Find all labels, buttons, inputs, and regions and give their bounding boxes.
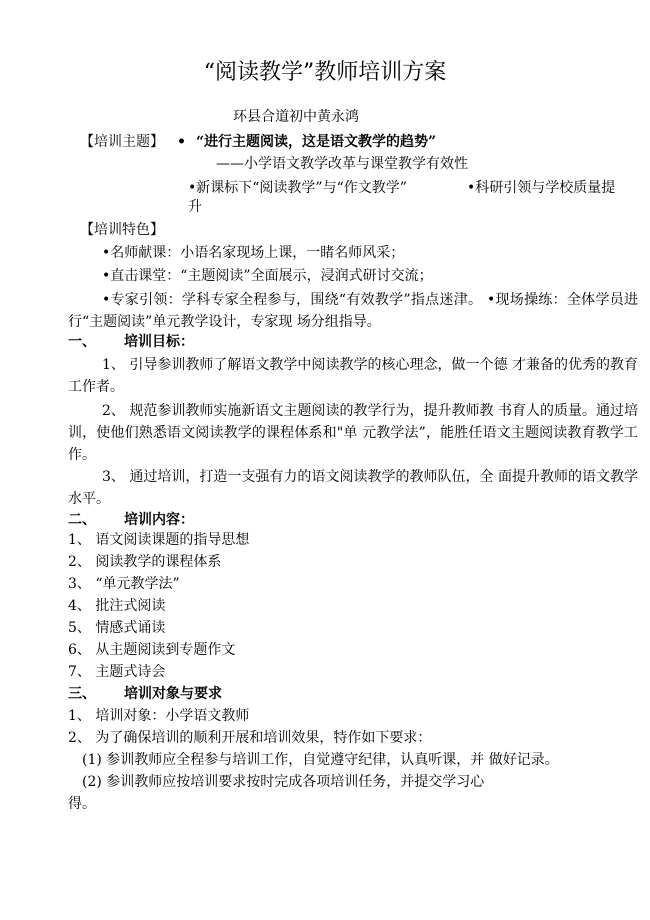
targets-number: 三、 xyxy=(68,686,96,702)
content-item-1: 1、 语文阅读课题的指导思想 xyxy=(68,532,250,548)
feature-item-2: •直击课堂：“主题阅读”全面展示，浸润式研讨交流； xyxy=(102,268,433,284)
requirement-2-continued: 得。 xyxy=(68,796,96,812)
goals-number: 一、 xyxy=(68,334,96,350)
goals-paragraph-1: 1、 引导参训教师了解语文教学中阅读教学的核心理念，做一个德 才兼备的优秀的教育工作者。 xyxy=(68,357,638,395)
content-item-2: 2、 阅读教学的课程体系 xyxy=(68,554,222,570)
theme-sub: ——小学语文教学改革与课堂教学有效性 xyxy=(216,156,468,172)
content-item-7: 7、 主题式诗会 xyxy=(68,664,166,680)
content-heading: 培训内容： xyxy=(124,512,194,528)
content-item-3: 3、 “单元教学法” xyxy=(68,576,180,592)
content-item-5: 5、 情感式诵读 xyxy=(68,620,166,636)
theme-line-3b: •科研引领与学校质量提 xyxy=(467,180,616,196)
author-line: 环县合道初中黄永鸿 xyxy=(233,109,359,125)
content-item-6: 6、 从主题阅读到专题作文 xyxy=(68,642,236,658)
goals-paragraph-2: 2、 规范参训教师实施新语文主题阅读的教学行为，提升教师教 书育人的质量。通过培训，使他们熟悉语文阅读教学的课程体系和"单 元教学法”，能胜任语文主题阅读教育教学工作。 xyxy=(68,403,638,463)
targets-item-1: 1、 培训对象：小学语文教师 xyxy=(68,708,250,724)
theme-bullet: • xyxy=(177,134,186,150)
theme-line-3a: •新课标下“阅读教学”与“作文教学” xyxy=(188,180,407,196)
document-title: “阅读教学”教师培训方案 xyxy=(203,60,447,85)
goals-paragraph-3: 3、 通过培训，打造一支强有力的语文阅读教学的教师队伍，全 面提升教师的语文教学水平。 xyxy=(68,469,638,507)
features-label: 【培训特色】 xyxy=(80,222,164,238)
theme-main: “进行主题阅读，这是语文教学的趋势” xyxy=(196,134,437,150)
content-item-4: 4、 批注式阅读 xyxy=(68,598,166,614)
goals-heading: 培训目标： xyxy=(124,334,194,350)
feature-item-3: •专家引领：学科专家全程参与，围绕“有效教学”指点迷津。 •现场操练：全体学员进行“主题阅读”单元教学设计，专家现 场分组指导。 xyxy=(68,292,638,330)
targets-item-2: 2、 为了确保培训的顺利开展和培训效果，特作如下要求： xyxy=(68,730,432,746)
requirement-2: (2) 参训教师应按培训要求按时完成各项培训任务，并提交学习心 xyxy=(82,774,485,790)
targets-heading: 培训对象与要求 xyxy=(124,686,222,702)
requirement-1: (1) 参训教师应全程参与培训工作，自觉遵守纪律，认真听课，并 做好记录。 xyxy=(82,752,559,768)
content-number: 二、 xyxy=(68,512,96,528)
theme-line-3c: 升 xyxy=(188,199,202,215)
theme-label: 【培训主题】 xyxy=(80,134,164,150)
feature-item-1: •名师献课：小语名家现场上课，一睹名师风采； xyxy=(102,245,405,261)
